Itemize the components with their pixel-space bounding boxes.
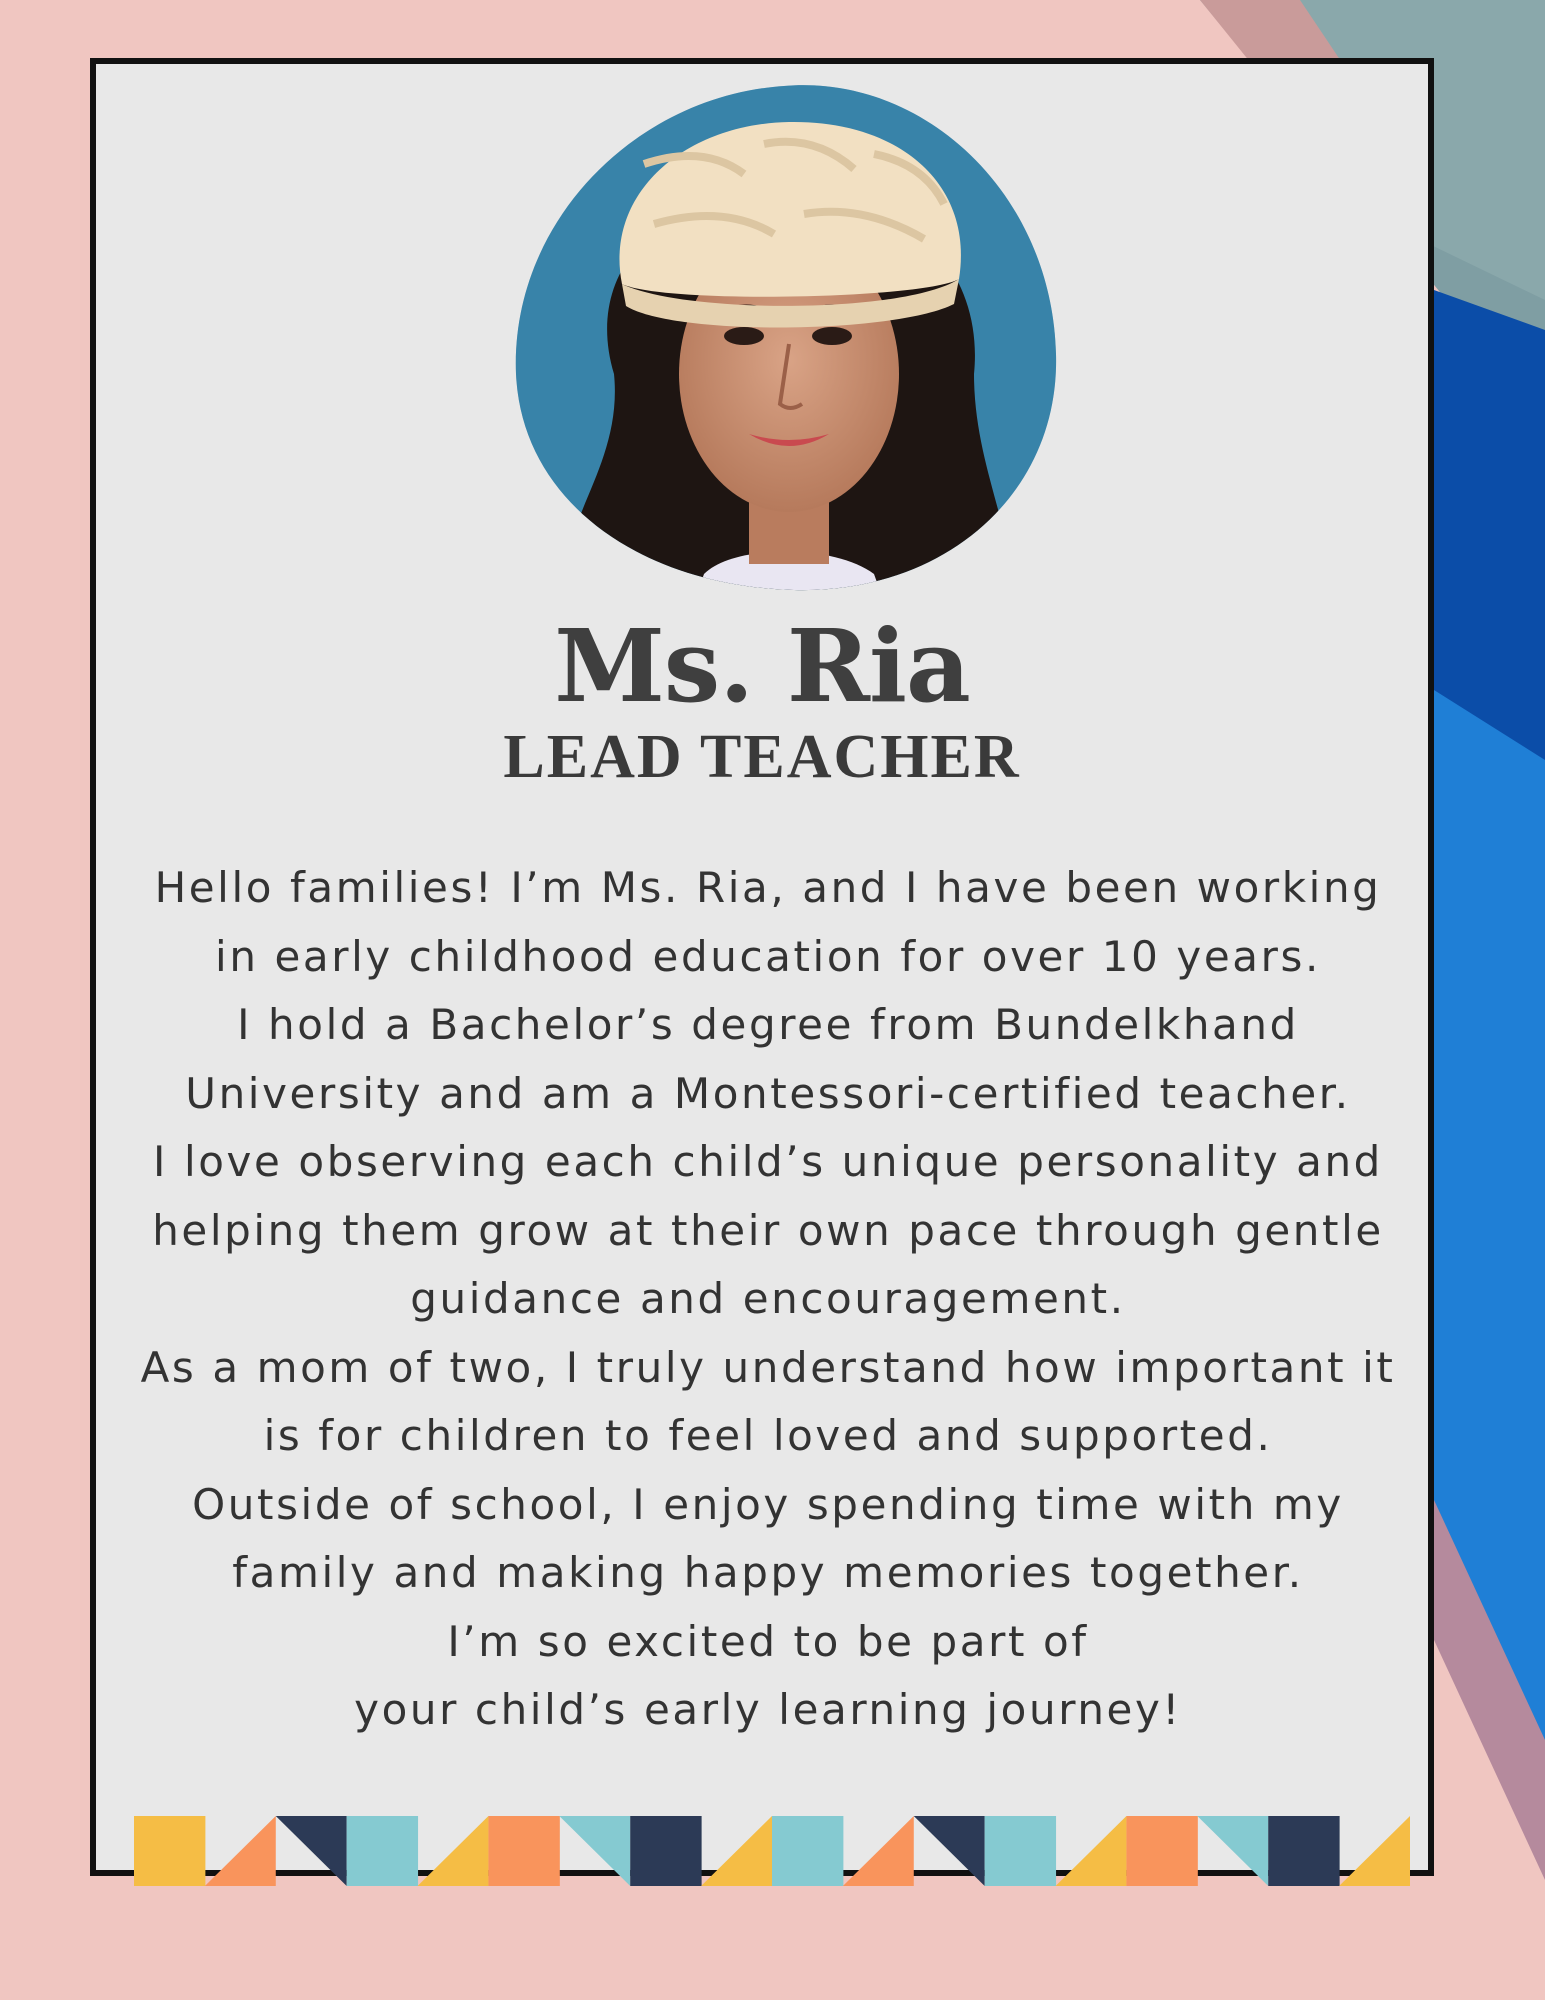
- pattern-tile: [276, 1816, 347, 1886]
- pattern-tile: [134, 1816, 205, 1886]
- teacher-role: LEAD TEACHER: [503, 723, 1021, 791]
- bio-line: I hold a Bachelor’s degree from Bundelkhand: [237, 1000, 1299, 1049]
- bio-line: Hello families! I’m Ms. Ria, and I have been working: [154, 863, 1382, 912]
- pattern-tile: [1126, 1816, 1197, 1886]
- pattern-tile: [418, 1816, 489, 1886]
- pattern-tile: [1056, 1816, 1127, 1886]
- bio-line: I love observing each child’s unique personality and: [153, 1137, 1383, 1186]
- bio-line: As a mom of two, I truly understand how important it: [140, 1342, 1396, 1392]
- pattern-tile: [985, 1816, 1056, 1886]
- pattern-tile: [1339, 1816, 1410, 1886]
- teacher-name: Ms. Ria: [554, 607, 970, 725]
- teacher-photo: [504, 74, 1068, 602]
- pattern-tile: [488, 1816, 559, 1886]
- pattern-tile: [347, 1816, 418, 1886]
- bio-line: family and making happy memories together.: [232, 1548, 1304, 1597]
- pattern-tile: [1197, 1816, 1268, 1886]
- teacher-profile-card: [90, 58, 1434, 1876]
- pattern-tile: [630, 1816, 701, 1886]
- bio-line: is for children to feel loved and supported.: [263, 1411, 1273, 1460]
- bio-line: I’m so excited to be part of: [447, 1616, 1089, 1666]
- bio-line: your child’s early learning journey!: [354, 1685, 1182, 1734]
- teacher-bio: [126, 854, 1410, 1745]
- pattern-tile: [701, 1816, 772, 1886]
- bio-line: in early childhood education for over 10 years.: [215, 931, 1321, 981]
- pattern-tile: [205, 1816, 276, 1886]
- bio-line: helping them grow at their own pace through gentle: [152, 1205, 1384, 1255]
- bio-line: University and am a Montessori-certified teacher.: [185, 1068, 1351, 1118]
- pattern-tile: [772, 1816, 843, 1886]
- pattern-tile: [914, 1816, 985, 1886]
- pattern-tile: [559, 1816, 630, 1886]
- bio-line: guidance and encouragement.: [410, 1274, 1126, 1323]
- bio-line: Outside of school, I enjoy spending time with my: [192, 1479, 1344, 1529]
- decorative-pattern-strip: [134, 1816, 1410, 1886]
- pattern-tile: [843, 1816, 914, 1886]
- pattern-tile: [1268, 1816, 1339, 1886]
